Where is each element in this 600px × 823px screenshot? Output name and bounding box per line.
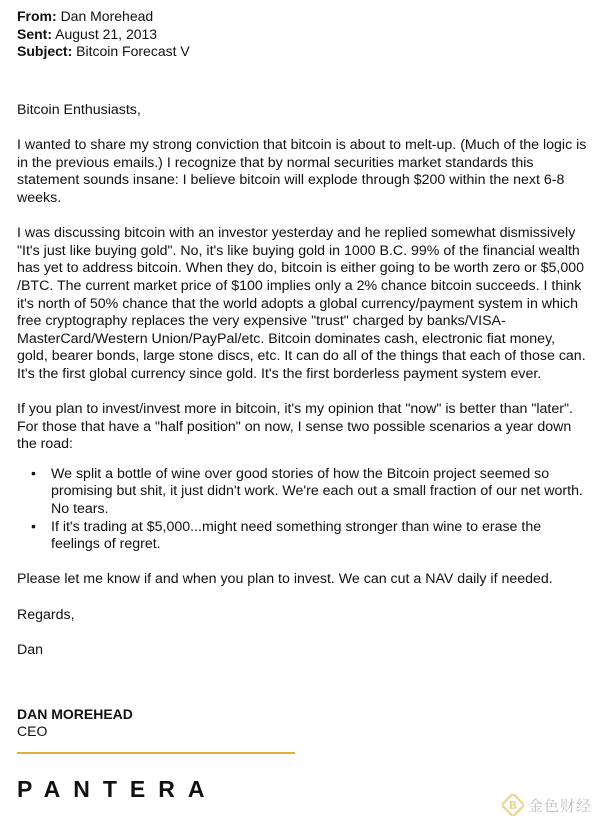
from-line (17, 8, 190, 26)
scenario-list (17, 466, 589, 554)
svg-text:B: B (508, 799, 518, 812)
list-item (31, 465, 589, 519)
watermark-text: 金色财经 (527, 796, 592, 815)
list-item-text: We split a bottle of wine over good stories of how the Bitcoin project seemed so promising but shit, it just didn't work. We're each out a small fraction of our net worth. No tears. (51, 465, 583, 518)
bullet-icon: • (31, 465, 36, 482)
subject-line (17, 43, 190, 61)
email-header (17, 8, 190, 61)
from-value: Dan Morehead (60, 8, 154, 24)
list-item (31, 518, 589, 554)
brand-logo: PANTERA (17, 776, 218, 802)
paragraph: I was discussing bitcoin with an investor yesterday and he replied somewhat dismissively "It's just like buying gold". No, it's like buying gold in 1000 B.C. 99% of the financial wealth has yet to address bitcoin. When they do, bitcoin is either going to be worth zero or $5,000 /BTC. The current market price of $100 implies only a 2% chance bitcoin succeeds. I think it's north of 50% chance that the world adopts a global currency/payment system in which free cryptography replaces the very expensive "trust" charged by banks/VISA-MasterCard/Western Union/PayPal/etc. Bitcoin dominates cash, electronic fiat money, gold, bearer bonds, large stone discs, etc. It can do all of the things that each of those can. It's the first global currency since gold. It's the first borderless payment system ever. (17, 225, 586, 382)
from-label: From: (17, 8, 57, 24)
list-item-text: If it's trading at $5,000...might need something stronger than wine to erase the feelings of regret. (51, 518, 542, 553)
watermark (502, 794, 592, 816)
paragraph: I wanted to share my strong conviction that bitcoin is about to melt-up. (Much of the logic is in the previous emails.) I recognize that by normal securities market standards this statement sounds insane: I believe bitcoin will explode through $200 within the next 6-8 weeks. (17, 137, 587, 206)
closing-paragraph: Please let me know if and when you plan to invest. We can cut a NAV daily if needed. (17, 571, 553, 588)
email-body (17, 102, 589, 677)
sent-label: Sent: (17, 25, 52, 42)
bullet-icon: • (31, 518, 36, 535)
coin-logo-icon (502, 794, 524, 816)
signature-divider (17, 752, 295, 754)
sent-line (17, 26, 190, 44)
subject-value: Bitcoin Forecast V (76, 43, 190, 59)
sent-value: August 21, 2013 (55, 25, 158, 42)
sender-short-name: Dan (17, 641, 44, 658)
paragraph: If you plan to invest/invest more in bitcoin, it's my opinion that "now" is better than "later". For those that have a "half position" on now, I sense two possible scenarios a year down the road: (17, 401, 573, 453)
subject-label: Subject: (17, 43, 73, 59)
signature-name: DAN MOREHEAD (17, 706, 133, 722)
signature-title: CEO (17, 723, 48, 739)
signoff: Regards, (17, 606, 75, 623)
greeting: Bitcoin Enthusiasts, (17, 102, 141, 118)
